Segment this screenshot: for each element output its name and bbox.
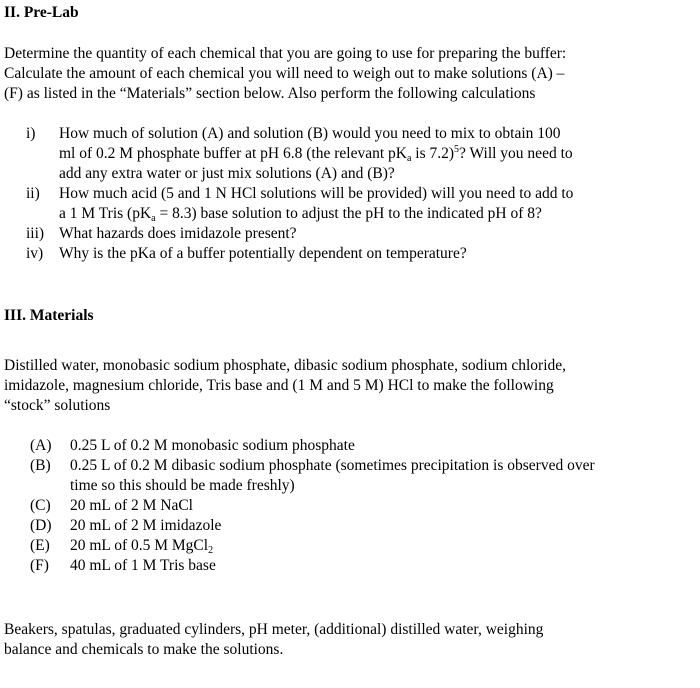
question-text-line: How much acid (5 and 1 N HCl solutions will be provided) will you need to add to — [59, 185, 574, 202]
subscript-a: a — [151, 213, 156, 224]
prelab-question-1 — [26, 124, 666, 184]
solution-e — [30, 536, 690, 556]
solution-marker: (E) — [30, 537, 50, 554]
footnote-superscript: 5 — [454, 144, 460, 155]
prelab-intro-line-3: (F) as listed in the “Materials” section below. Also perform the following calculations — [4, 85, 536, 102]
prelab-question-3 — [26, 224, 666, 244]
solution-f — [30, 556, 690, 576]
equipment-line-2: balance and chemicals to make the solutions. — [4, 641, 284, 658]
prelab-heading: II. Pre-Lab — [4, 4, 79, 21]
solution-text: 20 mL of 2 M NaCl — [70, 497, 193, 514]
prelab-intro-line-2: Calculate the amount of each chemical you will need to weigh out to make solutions (A) – — [4, 65, 565, 82]
question-marker: iii) — [26, 225, 45, 242]
question-marker: iv) — [26, 245, 44, 262]
materials-heading: III. Materials — [4, 307, 94, 324]
stock-solutions-list — [30, 436, 690, 576]
solution-text-continued: time so this should be made freshly) — [70, 477, 295, 494]
equipment-paragraph — [4, 620, 632, 660]
question-text-line: How much of solution (A) and solution (B) would you need to mix to obtain 100 — [59, 125, 561, 142]
question-text-line: a 1 M Tris $(pK_a = 8.3)$ base solution to adjust the pH to the indicated pH of 8? — [59, 205, 542, 224]
solution-marker: (B) — [30, 457, 51, 474]
question-text-line: ml of 0.2 M phosphate buffer at pH 6.8 (the relevant $pK_a$ is 7.2)$^5$? Will you need to — [59, 144, 573, 164]
solution-marker: (F) — [30, 557, 49, 574]
prelab-intro — [4, 44, 664, 104]
question-marker: ii) — [26, 185, 40, 202]
equipment-line-1: Beakers, spatulas, graduated cylinders, pH meter, (additional) distilled water, weighing — [4, 621, 544, 638]
materials-intro-line-1: Distilled water, monobasic sodium phosphate, dibasic sodium phosphate, sodium chloride, — [4, 357, 567, 374]
solution-c — [30, 496, 690, 516]
solution-text: 0.25 L of 0.2 M monobasic sodium phosphate — [70, 437, 355, 454]
subscript-a: a — [406, 153, 412, 164]
prelab-question-2 — [26, 184, 666, 224]
prelab-question-4 — [26, 244, 666, 264]
question-marker: i) — [26, 125, 36, 142]
materials-intro — [4, 356, 664, 416]
solution-text: 0.25 L of 0.2 M dibasic sodium phosphate (sometimes precipitation is observed over — [70, 457, 595, 474]
materials-intro-line-2: imidazole, magnesium chloride, Tris base and (1 M and 5 M) HCl to make the following — [4, 377, 554, 394]
solution-b — [30, 456, 690, 496]
solution-marker: (C) — [30, 497, 51, 514]
solution-a — [30, 436, 690, 456]
prelab-question-list — [26, 124, 666, 264]
question-text-line: What hazards does imidazole present? — [59, 225, 297, 242]
solution-text: 20 mL of 0.5 M MgCl$_2$ — [70, 537, 214, 556]
materials-intro-line-3: “stock” solutions — [4, 397, 111, 414]
solution-text: 40 mL of 1 M Tris base — [70, 557, 216, 574]
solution-marker: (A) — [30, 437, 52, 454]
prelab-intro-line-1: Determine the quantity of each chemical that you are going to use for preparing the buffer: — [4, 45, 567, 62]
solution-d — [30, 516, 690, 536]
solution-text: 20 mL of 2 M imidazole — [70, 517, 222, 534]
subscript-2: 2 — [208, 545, 214, 556]
question-text-line: Why is the pKa of a buffer potentially dependent on temperature? — [59, 245, 467, 262]
solution-marker: (D) — [30, 517, 52, 534]
question-text-line: add any extra water or just mix solutions (A) and (B)? — [59, 165, 395, 182]
